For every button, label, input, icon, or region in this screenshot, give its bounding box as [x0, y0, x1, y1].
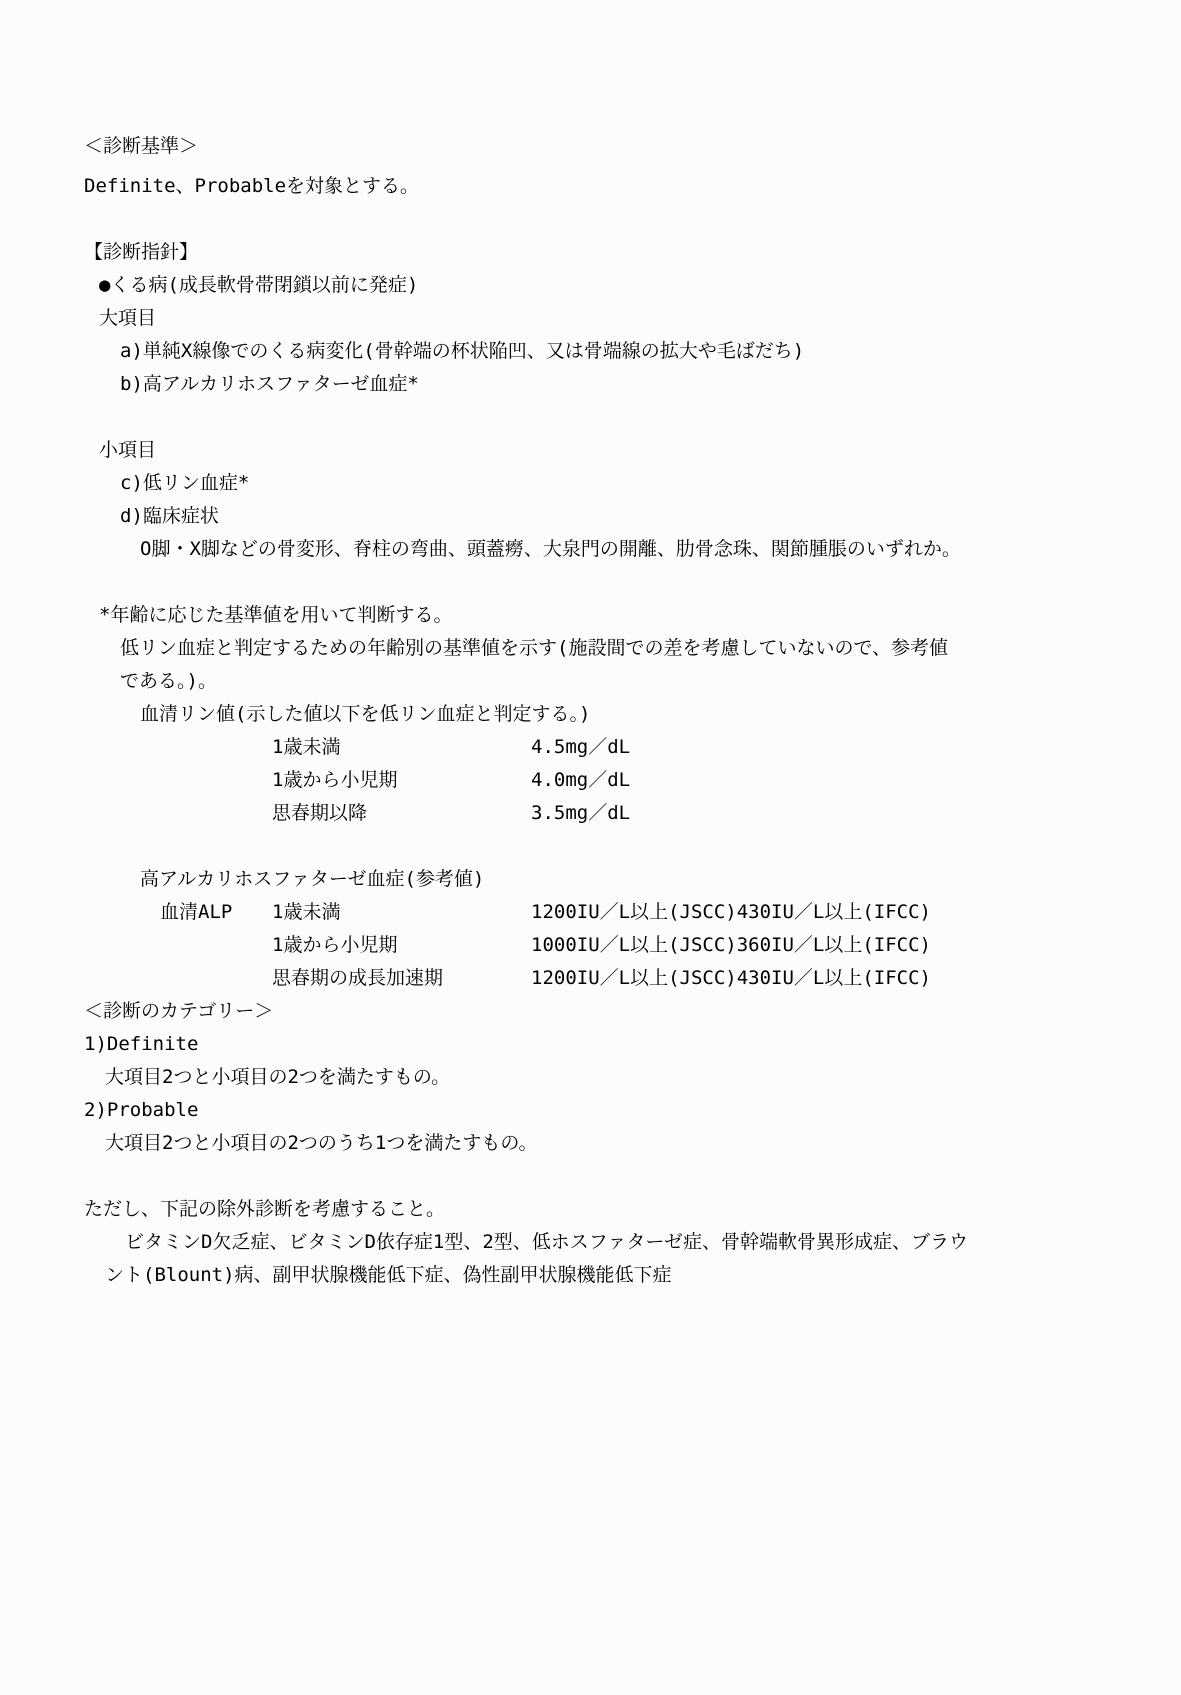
alp-table-row — [84, 929, 1131, 962]
age-label: 思春期の成長加速期 — [272, 967, 444, 989]
exclusion-intro: ただし、下記の除外診断を考慮すること。 — [84, 1198, 446, 1220]
major-items-heading: 大項目 — [99, 307, 157, 329]
serum-phosphate-caption: 血清リン値(示した値以下を低リン血症と判定する。) — [140, 703, 591, 725]
category-definite-desc: 大項目2つと小項目の2つを満たすもの。 — [105, 1066, 451, 1088]
minor-items-heading: 小項目 — [99, 439, 157, 461]
alp-threshold-value: 1000IU／L以上(JSCC)360IU／L以上(IFCC) — [531, 934, 931, 956]
category-definite-label: 1)Definite — [84, 1033, 199, 1055]
guideline-heading: 【診断指針】 — [84, 241, 199, 263]
exclusion-list-line-1: ビタミンD欠乏症、ビタミンD依存症1型、2型、低ホスファターゼ症、骨幹端軟骨異形成症、ブラウ — [125, 1231, 968, 1253]
minor-item-d: d)臨床症状 — [120, 505, 219, 527]
blank-line — [84, 566, 1131, 599]
major-item-b: b)高アルカリホスファターゼ血症* — [120, 373, 419, 395]
row-indent — [84, 764, 272, 797]
age-label: 1歳未満 — [272, 901, 341, 923]
age-label: 1歳から小児期 — [272, 769, 398, 791]
alp-table-row — [84, 962, 1131, 995]
category-heading: ＜診断のカテゴリー＞ — [84, 1000, 274, 1022]
blank-line — [84, 1160, 1131, 1193]
age-label: 1歳から小児期 — [272, 934, 398, 956]
alp-caption: 高アルカリホスファターゼ血症(参考値) — [140, 868, 485, 890]
age-label: 1歳未満 — [272, 736, 341, 758]
alp-threshold-value: 1200IU／L以上(JSCC)430IU／L以上(IFCC) — [531, 967, 931, 989]
row-indent — [84, 962, 272, 995]
threshold-value: 3.5mg／dL — [531, 802, 631, 824]
blank-line — [84, 830, 1131, 863]
target-statement: Definite、Probableを対象とする。 — [84, 175, 420, 197]
category-probable-label: 2)Probable — [84, 1099, 199, 1121]
alp-table-row — [84, 896, 1131, 929]
footnote-line-1: *年齢に応じた基準値を用いて判断する。 — [99, 604, 453, 626]
row-indent — [84, 797, 272, 830]
blank-line — [84, 203, 1131, 236]
doc-title: ＜診断基準＞ — [84, 135, 199, 157]
category-probable-desc: 大項目2つと小項目の2つのうち1つを満たすもの。 — [105, 1132, 538, 1154]
age-label: 思春期以降 — [272, 802, 368, 824]
phosphate-table-row — [84, 764, 1131, 797]
threshold-value: 4.5mg／dL — [531, 736, 631, 758]
clinical-symptoms-detail: O脚・X脚などの骨変形、脊柱の弯曲、頭蓋癆、大泉門の開離、肋骨念珠、関節腫脹のいずれか。 — [140, 538, 961, 560]
footnote-line-2: 低リン血症と判定するための年齢別の基準値を示す(施設間での差を考慮していないので、参考値 — [120, 637, 949, 659]
exclusion-list-line-2: ント(Blount)病、副甲状腺機能低下症、偽性副甲状腺機能低下症 — [105, 1264, 672, 1286]
major-item-a: a)単純X線像でのくる病変化(骨幹端の杯状陥凹、又は骨端線の拡大や毛ばだち) — [120, 340, 805, 362]
minor-item-c: c)低リン血症* — [120, 472, 250, 494]
alp-threshold-value: 1200IU／L以上(JSCC)430IU／L以上(IFCC) — [531, 901, 931, 923]
disease-bullet-line: ●くる病(成長軟骨帯閉鎖以前に発症) — [99, 274, 419, 296]
row-indent — [84, 929, 272, 962]
footnote-line-3: である。)。 — [120, 670, 217, 692]
phosphate-table-row — [84, 731, 1131, 764]
blank-line — [84, 401, 1131, 434]
serum-alp-label: 血清ALP — [160, 901, 233, 923]
threshold-value: 4.0mg／dL — [531, 769, 631, 791]
phosphate-table-row — [84, 797, 1131, 830]
row-indent — [84, 731, 272, 764]
